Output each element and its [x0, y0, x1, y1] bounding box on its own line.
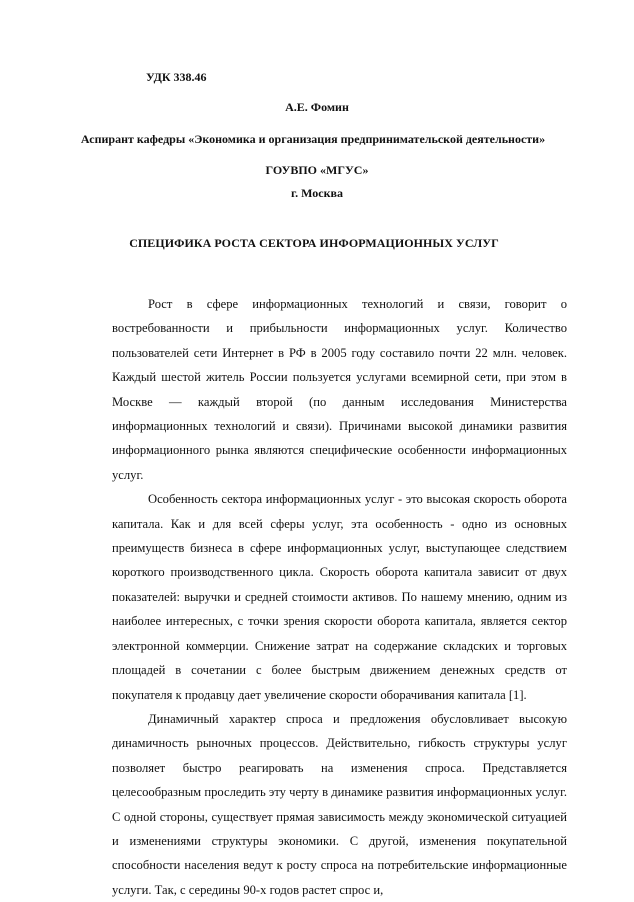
udk-code: УДК 338.46: [146, 70, 207, 84]
city-name: г. Москва: [291, 186, 343, 200]
paragraph: Динамичный характер спроса и предложения обусловливает высокую динамичность рыночных процессов. Действительно, гибкость структуры услуг позволяет быстро реагировать на изменения спроса. Представляется целесообразным проследить эту черту в динамике развития информационных услуг. С одной стороны, существует прямая зависимость между экономической ситуацией и изменениями структуры экономики. С другой, изменения покупательной способности населения ведут к росту спроса на потребительские информационные услуги. Так, с середины 90-х годов растет спрос и,: [112, 711, 567, 897]
author-affiliation: Аспирант кафедры «Экономика и организация предпринимательской деятельности»: [80, 132, 546, 146]
organization-name: ГОУВПО «МГУС»: [265, 163, 369, 177]
article-title: СПЕЦИФИКА РОСТА СЕКТОРА ИНФОРМАЦИОННЫХ УСЛУГ: [129, 236, 499, 250]
paragraph: Рост в сфере информационных технологий и связи, говорит о востребованности и прибыльности информационных услуг. Количество пользователей сети Интернет в РФ в 2005 году составило почти 22 млн. человек. Каждый шестой житель России пользуется услугами всемирной сети, при этом в Москве — каждый второй (по данным исследования Министерства информационных технологий и связи). Причинами высокой динамики развития информационного рынка являются специфические особенности информационных услуг.: [112, 297, 567, 482]
article-body: [112, 292, 567, 902]
paragraph: Особенность сектора информационных услуг - это высокая скорость оборота капитала. Как и для всей сферы услуг, эта особенность - одно из основных преимуществ бизнеса в сфере информационных услуг, выступающее следствием короткого производственного цикла. Скорость оборота капитала зависит от двух показателей: выручки и средней стоимости активов. По нашему мнению, одним из наиболее интересных, с точки зрения скорости оборота капитала, является сектор электронной коммерции. Снижение затрат на содержание складских и торговых площадей в сочетании с более быстрым движением денежных средств от покупателя к продавцу дает увеличение скорости оборачивания капитала [1].: [112, 492, 567, 702]
author-name: А.Е. Фомин: [285, 100, 349, 114]
